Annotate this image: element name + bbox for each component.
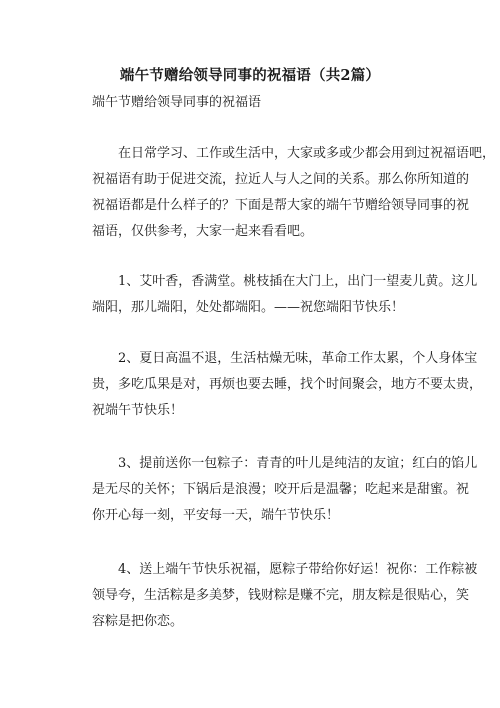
intro-paragraph: [92, 141, 496, 245]
paragraph-line: 祝福语有助于促进交流，拉近人与人之间的关系。那么你所知道的: [92, 172, 470, 187]
paragraph-line: 贵，多吃瓜果是对，再烦也要去睡，找个时间聚会，地方不要太贵，: [92, 377, 483, 392]
paragraph-line: 2、夏日高温不退，生活枯燥无味，革命工作太累，个人身体宝: [92, 351, 478, 366]
greeting-paragraph-4: [92, 557, 478, 635]
paragraph-line: 3、提前送你一包粽子：青青的叶儿是纯洁的友谊；红白的馅儿: [92, 456, 478, 471]
paragraph-line: 福语，仅供参考，大家一起来看看吧。: [92, 224, 314, 239]
paragraph-line: 领导夸，生活粽是多美梦，钱财粽是赚不完，朋友粽是很贴心，笑: [92, 588, 470, 603]
paragraph-line: 你开心每一刻，平安每一天，端午节快乐！: [92, 508, 340, 523]
paragraph-line: 端阳，那儿端阳，处处都端阳。——祝您端阳节快乐！: [92, 300, 405, 315]
paragraph-line: 祝端午节快乐！: [92, 403, 184, 418]
greeting-paragraph-2: [92, 346, 483, 424]
greeting-paragraph-3: [92, 451, 478, 529]
paragraph-line: 是无尽的关怀；下锅后是浪漫；咬开后是温馨；吃起来是甜蜜。祝: [92, 482, 470, 497]
document-subtitle: 端午节赠给领导同事的祝福语: [92, 95, 262, 110]
paragraph-line: 容粽是把你恋。: [92, 614, 184, 629]
greeting-paragraph-1: [92, 269, 478, 321]
document-title: 端午节赠给领导同事的祝福语（共2篇）: [119, 67, 381, 84]
paragraph-line: 祝福语都是什么样子的？下面是帮大家的端午节赠给领导同事的祝: [92, 198, 470, 213]
paragraph-line: 1、艾叶香，香满堂。桃枝插在大门上，出门一望麦儿黄。这儿: [92, 274, 478, 289]
paragraph-line: 4、送上端午节快乐祝福，愿粽子带给你好运！祝你：工作粽被: [92, 562, 478, 577]
paragraph-line: 在日常学习、工作或生活中，大家或多或少都会用到过祝福语吧，: [92, 146, 496, 161]
